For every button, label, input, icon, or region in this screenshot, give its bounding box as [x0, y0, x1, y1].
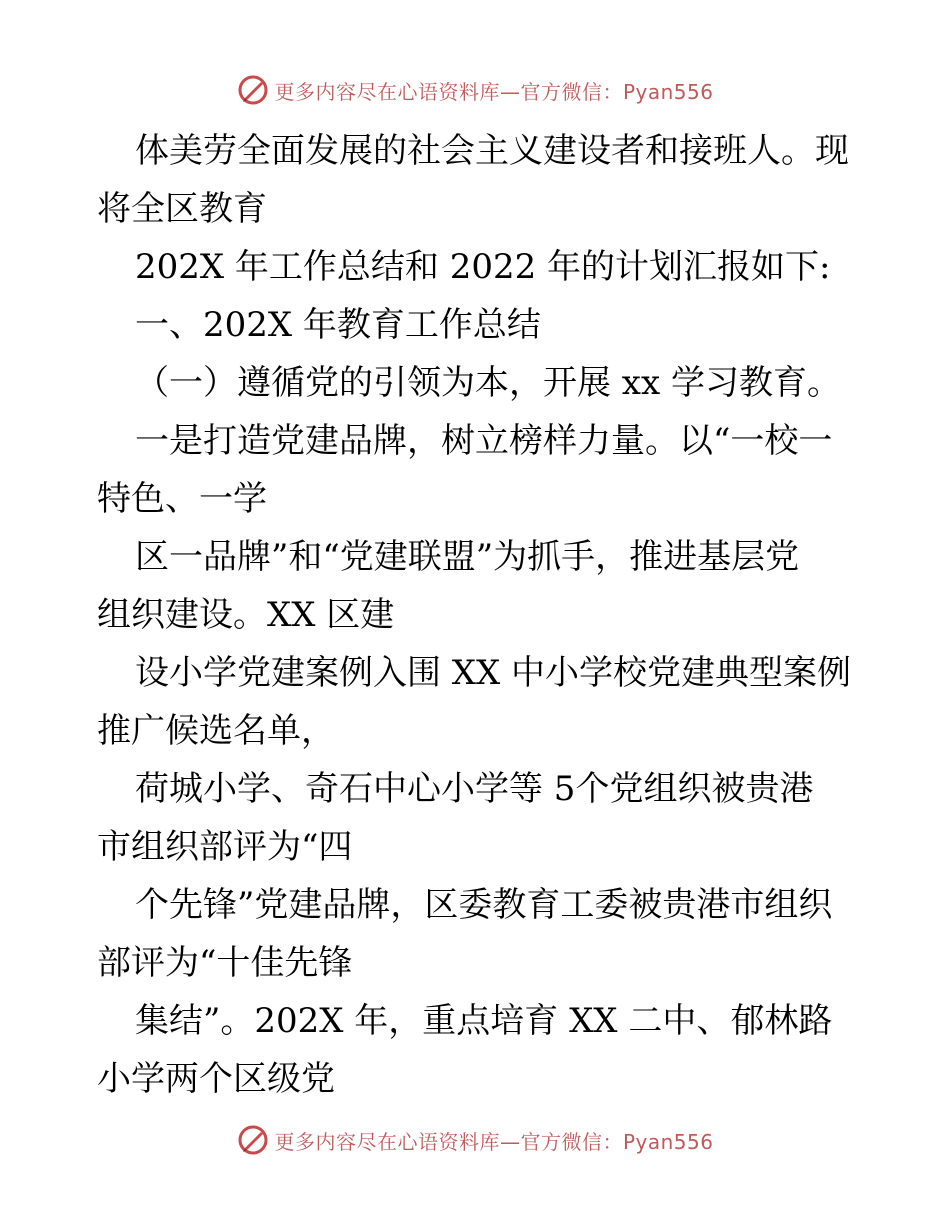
header-banner — [0, 70, 950, 110]
text-line: 推广候选名单， — [97, 711, 335, 751]
text-line: 将全区教育 — [97, 189, 267, 229]
text-line: 体美劳全面发展的社会主义建设者和接班人。现 — [135, 131, 849, 171]
footer-banner-text: 更多内容尽在心语资料库—官方微信：Pyan556 — [274, 1129, 714, 1154]
text-line: 市组织部评为“四 — [97, 827, 353, 867]
text-line: 设小学党建案例入围 XX 中小学校党建典型案例 — [135, 653, 852, 693]
text-line: 特色、一学 — [97, 479, 267, 519]
text-line: 一是打造党建品牌，树立榜样力量。以“一校一 — [135, 421, 833, 461]
header-banner-text: 更多内容尽在心语资料库—官方微信：Pyan556 — [274, 79, 714, 104]
text-line: 个先锋”党建品牌，区委教育工委被贵港市组织 — [135, 885, 833, 925]
text-line: 组织建设。XX 区建 — [97, 595, 395, 635]
text-line: 荷城小学、奇石中心小学等 5个党组织被贵港 — [135, 769, 814, 809]
section-heading: 一、202X 年教育工作总结 — [135, 305, 541, 345]
document-body — [97, 122, 857, 1108]
pen-logo-icon — [236, 1123, 270, 1157]
pen-logo-icon — [236, 73, 270, 107]
text-line: 集结”。202X 年，重点培育 XX 二中、郁林路 — [135, 1001, 833, 1041]
text-line: 区一品牌”和“党建联盟”为抓手，推进基层党 — [135, 537, 800, 577]
text-line: 部评为“十佳先锋 — [97, 943, 353, 983]
footer-banner — [0, 1120, 950, 1160]
text-line: 小学两个区级党 — [97, 1059, 335, 1099]
subsection-heading: （一）遵循党的引领为本，开展 xx 学习教育。 — [135, 363, 841, 403]
text-line: 202X 年工作总结和 2022 年的计划汇报如下: — [135, 247, 831, 287]
